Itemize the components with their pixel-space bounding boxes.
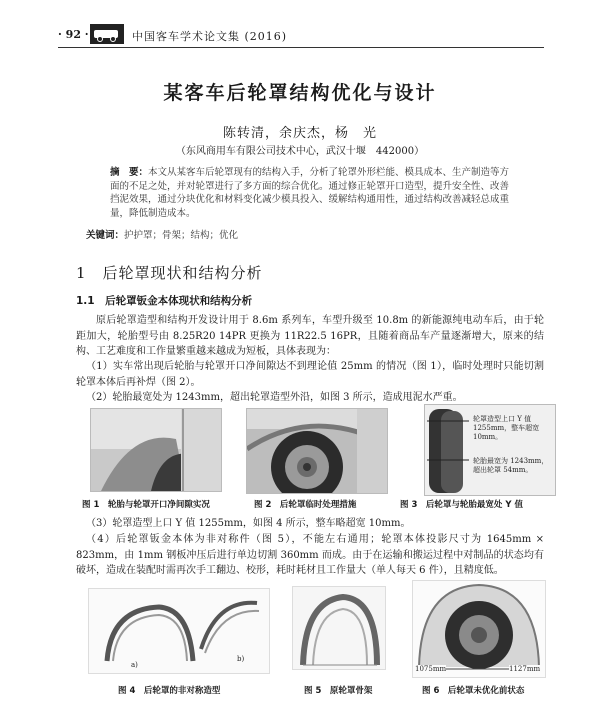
figure-6-dimension-left: 1075mm xyxy=(415,665,447,673)
body-paragraph-3: （2）轮胎最宽处为 1243mm，超出轮罩造型外沿，如图 3 所示，造成甩泥水严重。 xyxy=(86,392,463,403)
abstract-label: 摘 要： xyxy=(110,167,149,178)
body-paragraph-2: （1）实车常出现后轮胎与轮罩开口净间隙达不到理论值 25mm 的情况（图 1），临时处理时只能切割轮罩本体后再补焊（图 2）。 xyxy=(76,361,544,388)
abstract-text: 本文从某客车后轮罩现有的结构入手，分析了轮罩外形栏能、模具成本、生产制造等方面的不足之处，并对轮罩进行了多方面的综合优化。通过修正轮罩开口造型，提升安全性、改善挡泥效果，通过分块优化和材料变化减少模具投入、缓解结构通用性，通过结构改善减轻总成重量，降低制造成本。 xyxy=(110,167,510,219)
page-number: · 92 · xyxy=(58,28,89,41)
keywords-label: 关键词： xyxy=(86,230,125,241)
figure-2-caption: 图 2 后轮罩临时处理措施 xyxy=(254,500,357,510)
figure-6-drawing xyxy=(412,580,546,678)
figure-1-caption: 图 1 轮胎与轮罩开口净间隙实况 xyxy=(82,500,210,510)
keywords xyxy=(86,227,526,241)
body-paragraph-1: 原后轮罩造型和结构开发设计用于 8.6m 系列车，车型升级至 10.8m 的新能源纯电动车后，由于轮距加大，轮胎型号由 8.25R20 14PR 更换为 11R22.5 16PR，且随着商品车产量逐渐增大，原来的结构、工艺难度和工作量繁重越来越成为短板，具体表现为： xyxy=(76,315,544,357)
figure-3-caption: 图 3 后轮罩与轮胎最宽处 Y 值 xyxy=(400,500,523,510)
running-header xyxy=(58,24,538,46)
paper-title: 某客车后轮罩结构优化与设计 xyxy=(163,82,437,104)
figure-4-drawing xyxy=(88,588,270,674)
subsection-heading-1-1: 1.1 后轮罩钣金本体现状和结构分析 xyxy=(76,295,253,307)
journal-title: 中国客车学术论文集 (2016) xyxy=(132,30,288,43)
figure-5-drawing xyxy=(292,586,386,670)
paper-authors: 陈转清，余庆杰，杨 光 xyxy=(222,126,377,141)
body-paragraph-4: （3）轮罩造型上口 Y 值 1255mm，如图 4 所示，整车略超宽 10mm。 xyxy=(86,518,411,529)
paper-affiliation: （东风商用车有限公司技术中心，武汉十堰 442000） xyxy=(175,146,425,157)
figure-1-photo xyxy=(90,408,222,492)
figure-4-caption: 图 4 后轮罩的非对称造型 xyxy=(118,686,221,696)
figure-5-caption: 图 5 原轮罩骨架 xyxy=(304,686,373,696)
figure-4-label-b: b) xyxy=(237,655,245,663)
journal-logo-icon xyxy=(90,24,124,44)
body-paragraph-5: （4）后轮罩钣金本体为非对称件（图 5），不能左右通用；轮罩本体投影尺寸为 1645mm × 823mm，由 1mm 钢板冲压后进行单边切割 360mm 而成。由于在运输和搬运过程中对制品的状态均有破坏，造成在装配时需再次手工翻边、校形，耗时耗材且工作量大（单人每天 6 件），且精度低。 xyxy=(76,534,544,576)
figure-2-photo xyxy=(246,408,388,494)
header-divider xyxy=(58,47,544,48)
figure-3-photo xyxy=(424,404,556,496)
abstract xyxy=(110,166,515,220)
keywords-text: 护护罩；骨架；结构；优化 xyxy=(124,230,239,241)
figure-3-note-opening-y: 轮罩造型上口 Y 值 1255mm，整车超宽 10mm。 xyxy=(473,415,540,441)
figure-4-label-a: a) xyxy=(131,661,138,669)
figure-6-caption: 图 6 后轮罩未优化前状态 xyxy=(422,686,525,696)
figure-6-dimension-right: 1127mm xyxy=(509,665,541,673)
figure-3-note-tire-width: 轮胎最宽为 1243mm，超出轮罩 54mm。 xyxy=(473,457,549,474)
section-heading-1: 1 后轮罩现状和结构分析 xyxy=(76,264,263,282)
